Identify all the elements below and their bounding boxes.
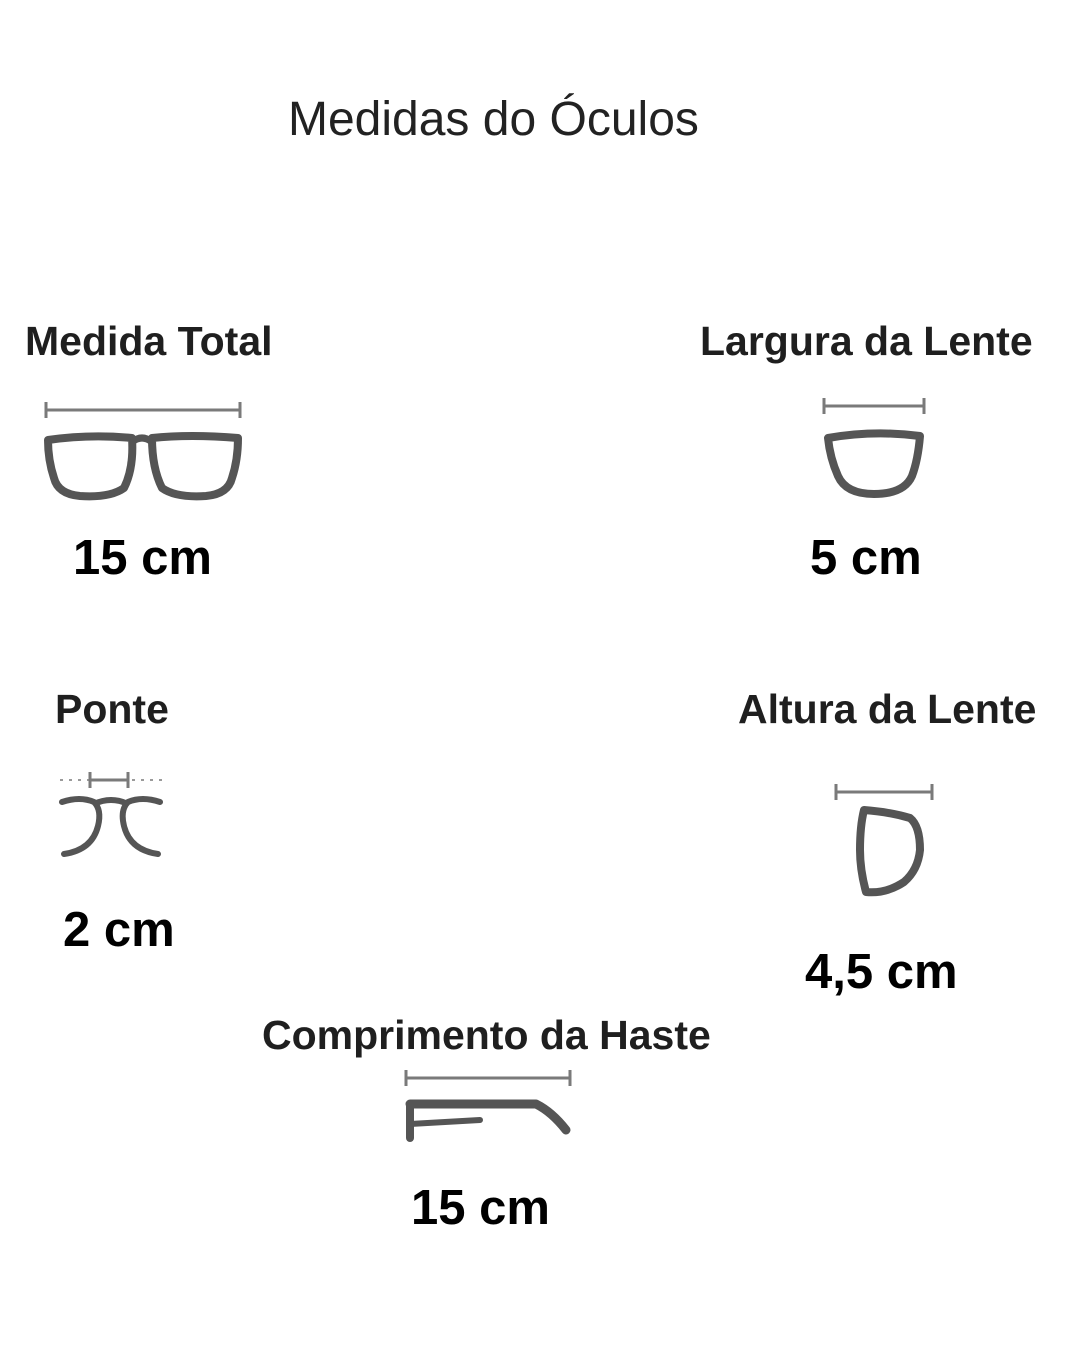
measure-lens-width-label: Largura da Lente: [700, 318, 1033, 364]
full-glasses-icon: [40, 398, 250, 508]
measure-total-label: Medida Total: [25, 318, 273, 364]
measure-bridge-value: 2 cm: [63, 903, 175, 957]
measure-lens-height-label: Altura da Lente: [738, 686, 1037, 732]
lens-side-icon: [830, 780, 940, 900]
measure-temple-length-value: 15 cm: [411, 1181, 550, 1235]
measure-total-value: 15 cm: [73, 531, 212, 585]
measure-lens-width-value: 5 cm: [810, 531, 922, 585]
bridge-icon: [56, 766, 168, 862]
single-lens-icon: [818, 396, 930, 502]
measure-lens-height-value: 4,5 cm: [805, 945, 958, 999]
measure-temple-length-label: Comprimento da Haste: [262, 1012, 711, 1058]
page-title: Medidas do Óculos: [288, 93, 699, 146]
measure-bridge-label: Ponte: [55, 686, 169, 732]
temple-arm-icon: [400, 1066, 580, 1146]
